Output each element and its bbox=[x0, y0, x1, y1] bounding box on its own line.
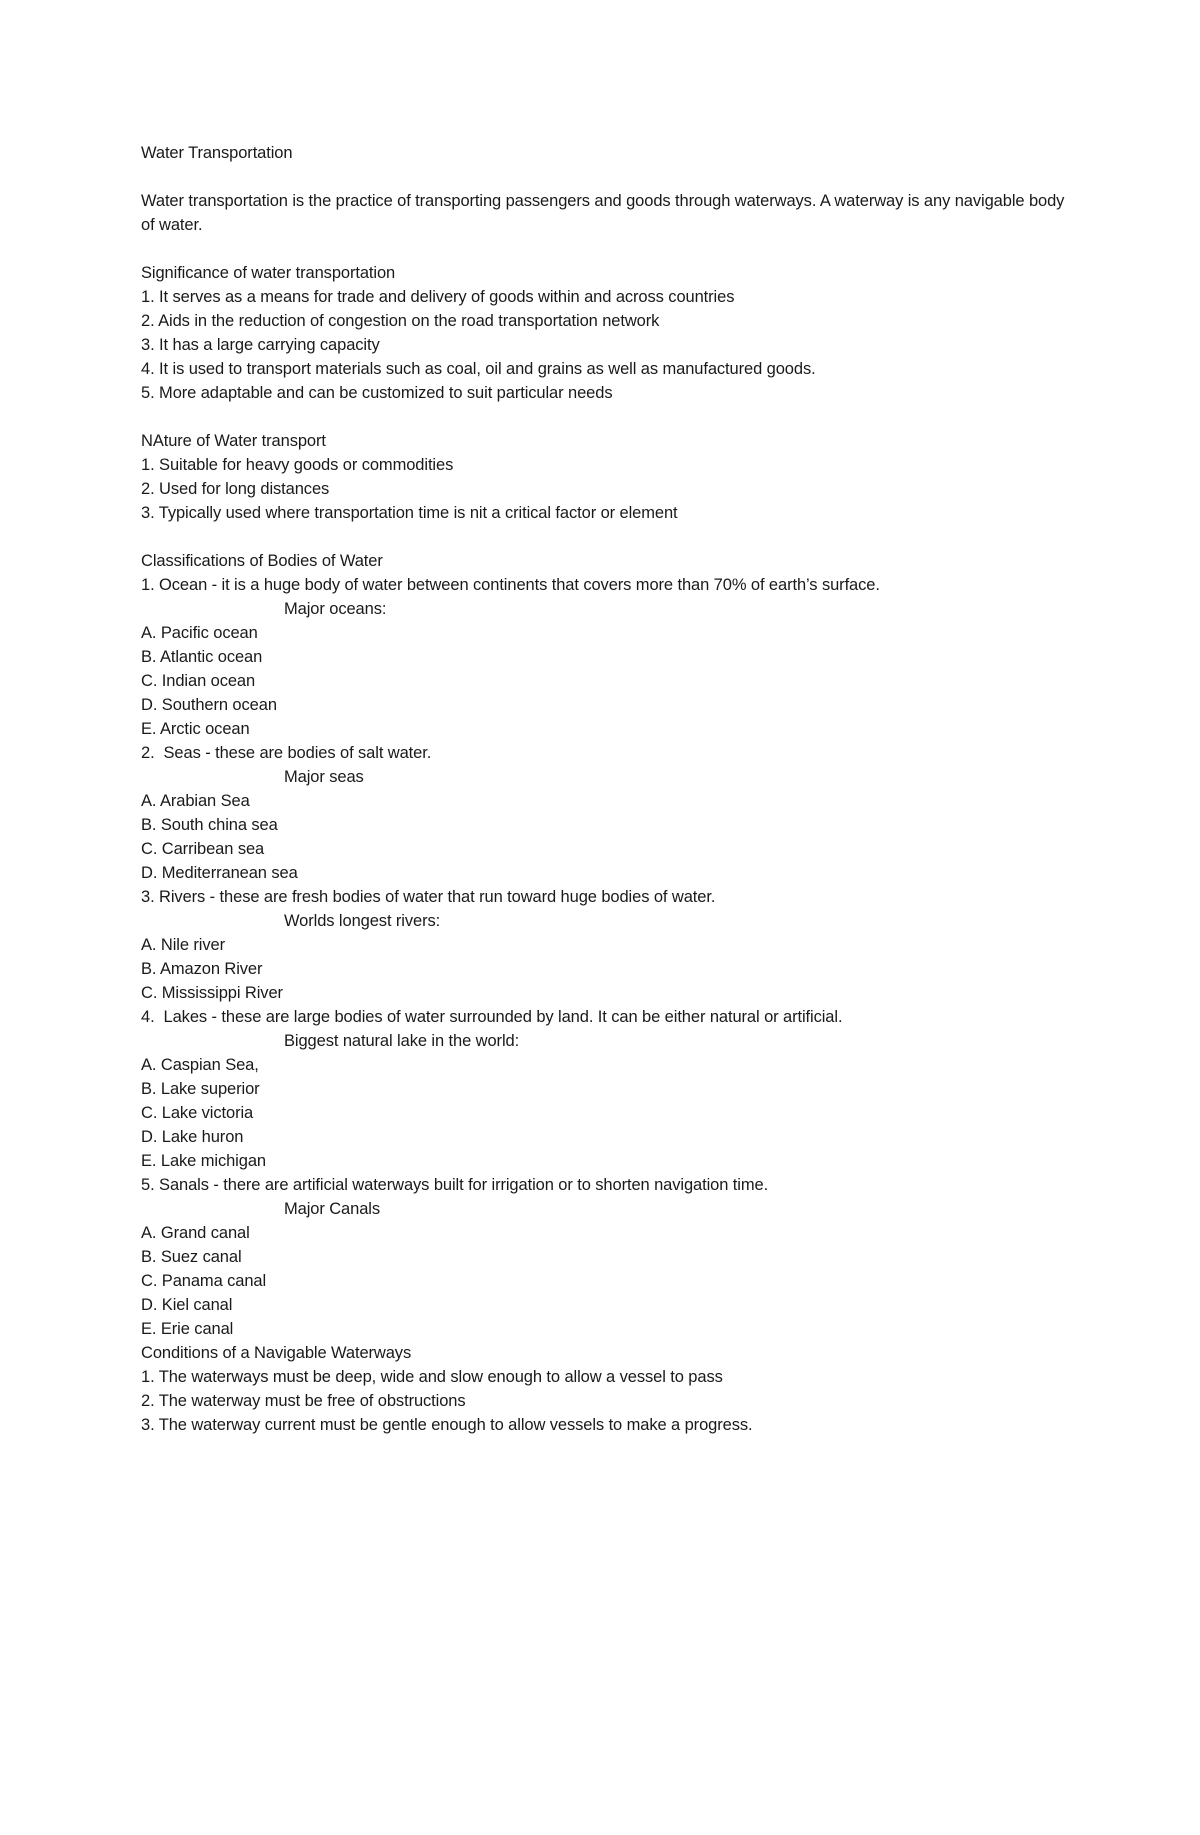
list-item: D. Mediterranean sea bbox=[141, 864, 298, 882]
list-item: B. Suez canal bbox=[141, 1248, 242, 1266]
list-item: A. Arabian Sea bbox=[141, 792, 250, 810]
list-item: 1. Suitable for heavy goods or commodities bbox=[141, 456, 454, 474]
list-item: A. Nile river bbox=[141, 936, 225, 954]
seas-definition: 2. Seas - these are bodies of salt water. bbox=[141, 744, 432, 762]
document-body bbox=[141, 141, 1071, 1437]
list-item: D. Lake huron bbox=[141, 1128, 244, 1146]
spacer bbox=[141, 165, 1071, 189]
conditions-section bbox=[141, 1341, 1071, 1437]
list-item: B. South china sea bbox=[141, 816, 278, 834]
section-heading: NAture of Water transport bbox=[141, 432, 326, 450]
list-item: A. Grand canal bbox=[141, 1224, 250, 1242]
list-item: B. Lake superior bbox=[141, 1080, 260, 1098]
list-item: C. Indian ocean bbox=[141, 672, 256, 690]
section-heading: Conditions of a Navigable Waterways bbox=[141, 1344, 412, 1362]
list-item: C. Carribean sea bbox=[141, 840, 265, 858]
list-item: 5. More adaptable and can be customized to suit particular needs bbox=[141, 384, 613, 402]
spacer bbox=[141, 525, 1071, 549]
list-item: E. Arctic ocean bbox=[141, 720, 250, 738]
list-item: A. Caspian Sea, bbox=[141, 1056, 259, 1074]
list-item: 1. It serves as a means for trade and delivery of goods within and across countries bbox=[141, 288, 735, 306]
lakes-definition: 4. Lakes - these are large bodies of water surrounded by land. It can be either natural or artificial. bbox=[141, 1008, 843, 1026]
ocean-subheading: Major oceans: bbox=[284, 600, 387, 618]
list-item: B. Amazon River bbox=[141, 960, 263, 978]
document-title: Water Transportation bbox=[141, 144, 293, 162]
list-item: E. Lake michigan bbox=[141, 1152, 266, 1170]
significance-section bbox=[141, 261, 1071, 405]
classifications-section bbox=[141, 549, 1071, 1341]
list-item: 1. The waterways must be deep, wide and slow enough to allow a vessel to pass bbox=[141, 1368, 723, 1386]
rivers-definition: 3. Rivers - these are fresh bodies of water that run toward huge bodies of water. bbox=[141, 888, 716, 906]
section-heading: Significance of water transportation bbox=[141, 264, 396, 282]
list-item: 3. It has a large carrying capacity bbox=[141, 336, 380, 354]
rivers-subheading: Worlds longest rivers: bbox=[284, 912, 441, 930]
list-item: B. Atlantic ocean bbox=[141, 648, 263, 666]
list-item: 3. Typically used where transportation time is nit a critical factor or element bbox=[141, 504, 678, 522]
section-heading: Classifications of Bodies of Water bbox=[141, 552, 383, 570]
list-item: E. Erie canal bbox=[141, 1320, 234, 1338]
ocean-definition: 1. Ocean - it is a huge body of water between continents that covers more than 70% of earth’s surface. bbox=[141, 576, 880, 594]
intro-paragraph: Water transportation is the practice of transporting passengers and goods through waterways. A waterway is any navigable body of water. bbox=[141, 192, 1069, 234]
spacer bbox=[141, 405, 1071, 429]
spacer bbox=[141, 237, 1071, 261]
list-item: 2. The waterway must be free of obstructions bbox=[141, 1392, 466, 1410]
list-item: C. Mississippi River bbox=[141, 984, 283, 1002]
list-item: D. Southern ocean bbox=[141, 696, 277, 714]
seas-subheading: Major seas bbox=[284, 768, 364, 786]
lakes-subheading: Biggest natural lake in the world: bbox=[284, 1032, 520, 1050]
list-item: A. Pacific ocean bbox=[141, 624, 258, 642]
list-item: C. Lake victoria bbox=[141, 1104, 254, 1122]
nature-section bbox=[141, 429, 1071, 525]
canals-definition: 5. Sanals - there are artificial waterways built for irrigation or to shorten navigation time. bbox=[141, 1176, 769, 1194]
list-item: 2. Used for long distances bbox=[141, 480, 330, 498]
list-item: C. Panama canal bbox=[141, 1272, 267, 1290]
list-item: 4. It is used to transport materials such as coal, oil and grains as well as manufactured goods. bbox=[141, 360, 816, 378]
list-item: 3. The waterway current must be gentle enough to allow vessels to make a progress. bbox=[141, 1416, 753, 1434]
list-item: 2. Aids in the reduction of congestion on the road transportation network bbox=[141, 312, 660, 330]
list-item: D. Kiel canal bbox=[141, 1296, 233, 1314]
canals-subheading: Major Canals bbox=[284, 1200, 381, 1218]
